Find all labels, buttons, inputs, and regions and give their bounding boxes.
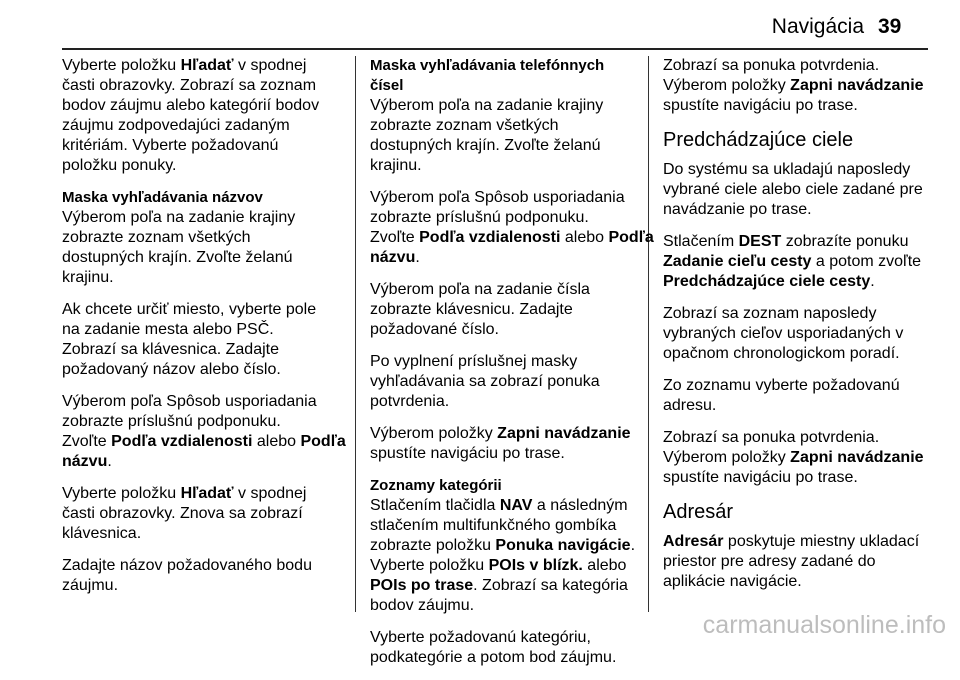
page-number: 39	[878, 15, 902, 38]
term-hladat: Hľadať	[180, 57, 234, 74]
column-divider-2	[648, 56, 649, 612]
column-3	[663, 56, 933, 604]
header-rule	[62, 48, 928, 50]
column-1	[62, 56, 352, 608]
paragraph-nav-button: Stlačením tlačidla NAV a následným stlačením multifunkčného gombíka zobrazte položku Ponuka navigácie. Vyberte položku POIs v blízk. alebo POIs po trase. Zobrazí sa kategória bodov záujmu.	[370, 497, 636, 614]
column-2	[370, 56, 654, 680]
paragraph-start-guidance: Výberom položky Zapni navádzanie spustíte navigáciu po trase.	[370, 425, 631, 462]
paragraph-country: Výberom poľa na zadanie krajiny zobrazte zoznam všetkých dostupných krajín. Zvoľte želanú krajinu.	[370, 97, 604, 174]
paragraph-confirm-menu: Po vyplnení príslušnej masky vyhľadávania sa zobrazí ponuka potvrdenia.	[370, 353, 600, 410]
paragraph-sort: Výberom poľa Spôsob usporiadania zobrazte príslušnú podponuku. Zvoľte Podľa vzdialenosti alebo Podľa názvu.	[62, 393, 346, 470]
paragraph-recent-list: Zobrazí sa zoznam naposledy vybraných cieľov usporiadaných v opačnom chronologickom poradí.	[663, 305, 904, 362]
paragraph-select-category: Vyberte požadovanú kategóriu, podkategórie a potom bod záujmu.	[370, 629, 617, 666]
paragraph-stored-destinations: Do systému sa ukladajú naposledy vybrané ciele alebo ciele zadané pre navádzanie po trase.	[663, 161, 923, 218]
subheading-name-search: Maska vyhľadávania názvov	[62, 189, 263, 206]
paragraph-enter-name: Zadajte názov požadovaného bodu záujmu.	[62, 557, 312, 594]
paragraph-address-book: Adresár poskytuje miestny ukladací priestor pre adresy zadané do aplikácie navigácie.	[663, 533, 920, 590]
paragraph-sort: Výberom poľa Spôsob usporiadania zobrazte príslušnú podponuku. Zvoľte Podľa vzdialenosti alebo Podľa názvu.	[370, 189, 654, 266]
subheading-category-lists: Zoznamy kategórii	[370, 477, 502, 494]
paragraph-confirm-start: Zobrazí sa ponuka potvrdenia. Výberom položky Zapni navádzanie spustíte navigáciu po trase.	[663, 57, 924, 114]
column-divider-1	[355, 56, 356, 612]
paragraph-confirm-start-2: Zobrazí sa ponuka potvrdenia. Výberom položky Zapni navádzanie spustíte navigáciu po trase.	[663, 429, 924, 486]
paragraph-search-again: Vyberte položku Hľadať v spodnej časti obrazovky. Znova sa zobrazí klávesnica.	[62, 485, 307, 542]
watermark: carmanualsonline.info	[702, 611, 946, 639]
paragraph-poi-search-result: Vyberte položku Hľadať v spodnej časti obrazovky. Zobrazí sa zoznam bodov záujmu alebo kategórií bodov záujmu zodpovedajúci zadaným kritériám. Vyberte požadovanú položku ponuky.	[62, 57, 320, 174]
heading-previous-destinations: Predchádzajúce ciele	[663, 129, 854, 151]
paragraph-number: Výberom poľa na zadanie čísla zobrazte klávesnicu. Zadajte požadované číslo.	[370, 281, 590, 338]
paragraph-city: Ak chcete určiť miesto, vyberte pole na zadanie mesta alebo PSČ. Zobrazí sa klávesnica. Zadajte požadovaný názov alebo číslo.	[62, 301, 317, 378]
subheading-phone-search: Maska vyhľadávania telefónnych čísel	[370, 57, 605, 94]
heading-address-book: Adresár	[663, 501, 734, 523]
paragraph-dest-button: Stlačením DEST zobrazíte ponuku Zadanie cieľu cesty a potom zvoľte Predchádzajúce ciele cesty.	[663, 233, 922, 290]
header-title: Navigácia	[771, 15, 864, 38]
paragraph-country: Výberom poľa na zadanie krajiny zobrazte zoznam všetkých dostupných krajín. Zvoľte želanú krajinu.	[62, 209, 296, 286]
paragraph-select-address: Zo zoznamu vyberte požadovanú adresu.	[663, 377, 900, 414]
